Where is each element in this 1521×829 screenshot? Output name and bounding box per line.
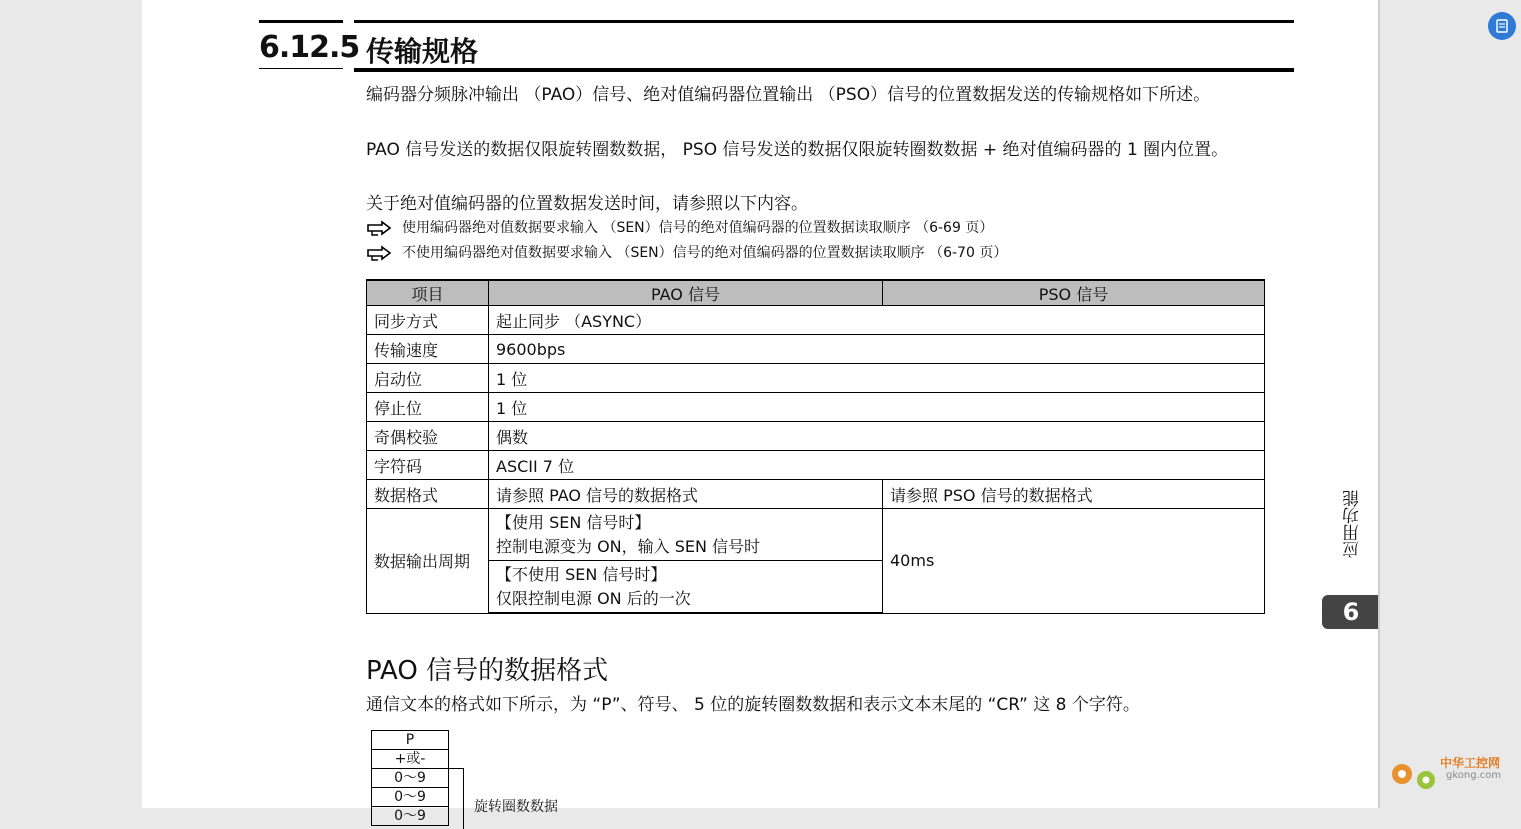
- section-title-rule-top: [354, 20, 1294, 23]
- section-number-rule-bottom: [259, 68, 343, 69]
- pso-cycle: 40ms: [883, 509, 1265, 614]
- data-scope-paragraph: PAO 信号发送的数据仅限旋转圈数数据， PSO 信号发送的数据仅限旋转圈数数据 + 绝对值编码器的 1 圈内位置。: [366, 140, 1229, 160]
- chapter-tab-label: 应用功能: [1343, 490, 1363, 558]
- section-number-rule: [259, 20, 343, 23]
- row-item: 数据格式: [367, 480, 489, 509]
- row-item: 数据输出周期: [367, 509, 489, 614]
- format-cell: +或-: [372, 750, 448, 769]
- format-cell: P: [372, 731, 448, 750]
- table-row: [367, 335, 1265, 364]
- pao-cycle-without-sen-title: 【不使用 SEN 信号时】: [496, 564, 667, 584]
- document-page: [142, 0, 1378, 824]
- transmission-spec-table: [366, 279, 1265, 614]
- gear-icon: [1384, 748, 1444, 798]
- document-tool-icon: [1494, 18, 1510, 34]
- row-value: 1 位: [489, 364, 1265, 393]
- row-value: ASCII 7 位: [489, 451, 1265, 480]
- table-row: [367, 451, 1265, 480]
- section-title-rule-bottom: [354, 68, 1294, 72]
- table-header-row: [367, 280, 1265, 306]
- page-edge-shadow: [1378, 0, 1380, 808]
- watermark: [1384, 748, 1514, 804]
- pao-cycle-without-sen: [489, 561, 883, 614]
- row-value: 起止同步 （ASYNC）: [489, 306, 1265, 335]
- format-cell: 0～9: [372, 807, 448, 826]
- row-item: 停止位: [367, 393, 489, 422]
- section-number: 6.12.5: [259, 30, 360, 65]
- pointing-hand-icon: [366, 219, 394, 237]
- header-pso: PSO 信号: [883, 280, 1265, 306]
- pao-format-diagram: [371, 730, 449, 826]
- intro-paragraph: 编码器分频脉冲输出 （PAO）信号、绝对值编码器位置输出 （PSO）信号的位置数据发送的传输规格如下所述。: [366, 85, 1211, 105]
- header-pao: PAO 信号: [489, 280, 883, 306]
- row-item: 字符码: [367, 451, 489, 480]
- pao-cycle-with-sen-title: 【使用 SEN 信号时】: [496, 512, 651, 532]
- format-bracket-label: 旋转圈数数据: [474, 799, 558, 815]
- reference-text: 不使用编码器绝对值数据要求输入 （SEN）信号的绝对值编码器的位置数据读取顺序 （6-70 页）: [402, 245, 1008, 261]
- watermark-url: gkong.com: [1446, 770, 1502, 781]
- reference-link-with-sen[interactable]: [366, 219, 993, 237]
- section-title: 传输规格: [366, 35, 479, 68]
- row-item: 奇偶校验: [367, 422, 489, 451]
- pao-cycle-with-sen: [489, 509, 883, 561]
- table-row-output-cycle: [367, 509, 1265, 561]
- pao-cycle-with-sen-text: 控制电源变为 ON，输入 SEN 信号时: [496, 536, 761, 556]
- table-row: [367, 306, 1265, 335]
- row-item: 启动位: [367, 364, 489, 393]
- table-row: [367, 393, 1265, 422]
- table-row: [367, 422, 1265, 451]
- timing-reference-paragraph: 关于绝对值编码器的位置数据发送时间，请参照以下内容。: [366, 194, 808, 214]
- pointing-hand-icon: [366, 244, 394, 262]
- watermark-text: 中华工控网: [1440, 756, 1501, 770]
- row-value: 9600bps: [489, 335, 1265, 364]
- row-value: 1 位: [489, 393, 1265, 422]
- reference-text: 使用编码器绝对值数据要求输入 （SEN）信号的绝对值编码器的位置数据读取顺序 （6-69 页）: [402, 220, 994, 236]
- pao-format-ref: 请参照 PAO 信号的数据格式: [489, 480, 883, 509]
- reference-link-without-sen[interactable]: [366, 244, 1007, 262]
- floating-tool-button[interactable]: [1488, 12, 1516, 40]
- header-item: 项目: [367, 280, 489, 306]
- format-bracket: [449, 768, 464, 829]
- format-cell: 0～9: [372, 788, 448, 807]
- row-item: 传输速度: [367, 335, 489, 364]
- chapter-tab-number: 6: [1322, 595, 1380, 629]
- pao-format-description: 通信文本的格式如下所示，为 “P”、符号、 5 位的旋转圈数数据和表示文本末尾的 “CR” 这 8 个字符。: [366, 695, 1140, 715]
- pso-format-ref: 请参照 PSO 信号的数据格式: [883, 480, 1265, 509]
- table-row: [367, 364, 1265, 393]
- row-value: 偶数: [489, 422, 1265, 451]
- pao-cycle-without-sen-text: 仅限控制电源 ON 后的一次: [496, 588, 691, 608]
- format-cell: 0～9: [372, 769, 448, 788]
- row-item: 同步方式: [367, 306, 489, 335]
- pao-format-heading: PAO 信号的数据格式: [366, 656, 609, 686]
- table-row-data-format: [367, 480, 1265, 509]
